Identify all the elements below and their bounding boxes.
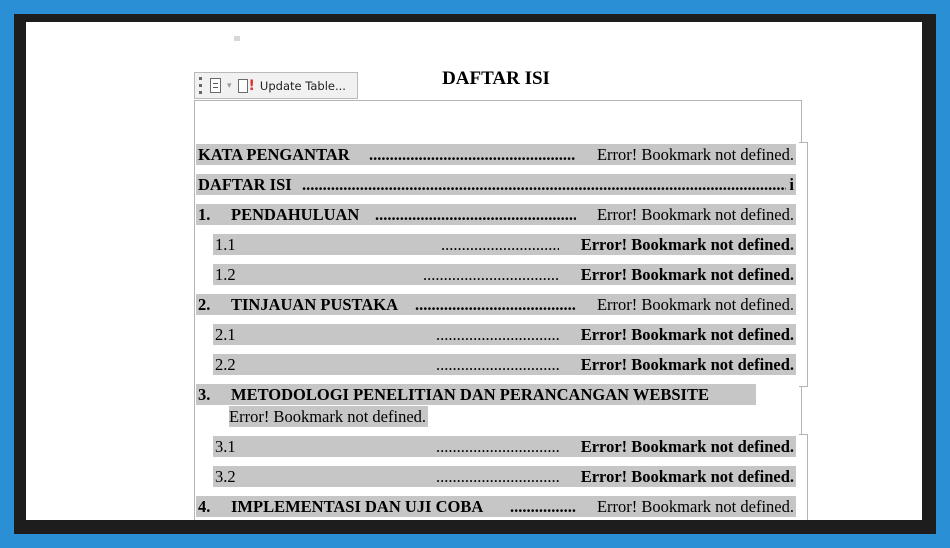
alert-icon: ! — [248, 77, 255, 94]
toc-control-edge — [799, 434, 808, 520]
toc-entry[interactable]: 2. TINJAUAN PUSTAKA ..... Error! Bookmark not defined. — [196, 294, 796, 315]
toc-entry[interactable]: 2.2 ..... Error! Bookmark not defined. — [213, 354, 796, 375]
dropdown-arrow-icon[interactable]: ▾ — [227, 80, 232, 91]
document-page — [26, 22, 922, 520]
update-table-button[interactable]: ! Update Table... — [238, 75, 346, 96]
toc-entry[interactable]: 3.2 ..... Error! Bookmark not defined. — [213, 466, 796, 487]
toc-control-edge — [799, 142, 808, 387]
toc-entry[interactable]: 4. IMPLEMENTASI DAN UJI COBA ..... Error! Bookmark not defined. — [196, 496, 796, 517]
ruler-marker — [234, 36, 240, 41]
update-document-icon — [238, 79, 248, 93]
toc-entry[interactable]: 1.2 ..... Error! Bookmark not defined. — [213, 264, 796, 285]
toc-toolbar — [194, 72, 358, 99]
toc-entry[interactable]: DAFTAR ISI ..... i — [196, 174, 796, 195]
toc-entry-page: Error! Bookmark not defined. — [229, 407, 427, 426]
drag-handle-icon[interactable] — [199, 77, 205, 94]
toc-entry[interactable]: 3. METODOLOGI PENELITIAN DAN PERANCANGAN WEBSITE — [196, 384, 756, 405]
page-title: DAFTAR ISI — [442, 68, 550, 89]
toc-entry[interactable]: 1. PENDAHULUAN ..... Error! Bookmark not defined. — [196, 204, 796, 225]
toc-entry[interactable]: KATA PENGANTAR ..... Error! Bookmark not defined. — [196, 144, 796, 165]
toc-entry[interactable]: 2.1 ..... Error! Bookmark not defined. — [213, 324, 796, 345]
toc-entry[interactable]: 1.1 ..... Error! Bookmark not defined. — [213, 234, 796, 255]
toc-entry[interactable]: 3.1 ..... Error! Bookmark not defined. — [213, 436, 796, 457]
table-of-contents-icon[interactable] — [210, 78, 221, 93]
